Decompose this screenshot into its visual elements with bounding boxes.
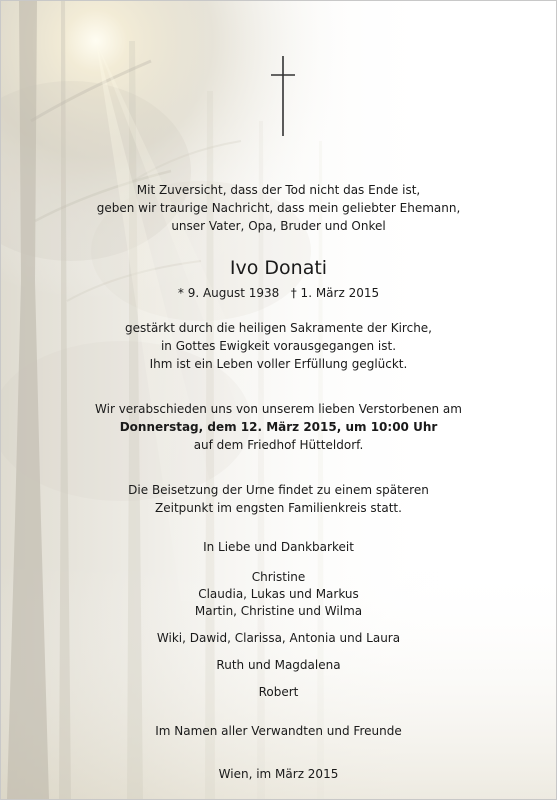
love-gratitude: In Liebe und Dankbarkeit (203, 540, 354, 554)
intro-line-1: Mit Zuversicht, dass der Tod nicht das Ende ist, (136, 183, 421, 197)
relatives-line: Im Namen aller Verwandten und Freunde (155, 724, 402, 738)
family-other: Robert (258, 685, 299, 699)
family-grandchildren: Wiki, Dawid, Clarissa, Antonia und Laura (156, 631, 401, 645)
cross-icon (269, 56, 297, 136)
intro-line-2: geben wir traurige Nachricht, dass mein geliebter Ehemann, (96, 201, 461, 215)
family-children-2: Martin, Christine und Wilma (194, 604, 363, 618)
urn-line-2: Zeitpunkt im engsten Familienkreis statt. (155, 501, 402, 515)
place-date: Wien, im März 2015 (218, 767, 339, 781)
funeral-location: auf dem Friedhof Hütteldorf. (193, 438, 364, 452)
funeral-date: Donnerstag, dem 12. März 2015, um 10:00 Uhr (119, 420, 438, 434)
farewell-line-1: Wir verabschieden uns von unserem lieben Verstorbenen am (95, 402, 462, 416)
urn-line-1: Die Beisetzung der Urne findet zu einem späteren (128, 483, 429, 497)
family-children-1: Claudia, Lukas und Markus (198, 587, 359, 601)
sacraments-line-3: Ihm ist ein Leben voller Erfüllung geglückt. (149, 357, 408, 371)
family-siblings: Ruth und Magdalena (216, 658, 341, 672)
intro-line-3: unser Vater, Opa, Bruder und Onkel (171, 219, 386, 233)
sacraments-line-1: gestärkt durch die heiligen Sakramente der Kirche, (125, 321, 432, 335)
family-wife: Christine (251, 570, 306, 584)
obituary-content (1, 1, 556, 799)
deceased-name: Ivo Donati (229, 257, 328, 279)
sacraments-line-2: in Gottes Ewigkeit vorausgegangen ist. (160, 339, 397, 353)
life-dates: * 9. August 1938 † 1. März 2015 (177, 286, 380, 300)
